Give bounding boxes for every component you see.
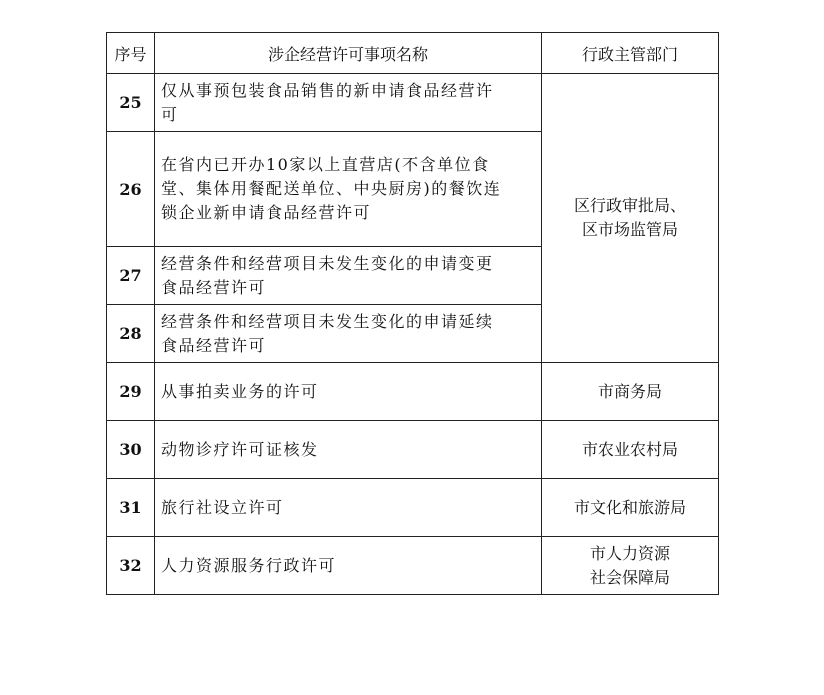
item-name-line: 仅从事预包装食品销售的新申请食品经营许	[161, 80, 494, 100]
header-department: 行政主管部门	[542, 33, 719, 74]
item-name-line: 在省内已开办10家以上直营店(不含单位食	[161, 155, 490, 174]
table-row	[107, 421, 719, 479]
item-name-line: 食品经营许可	[161, 335, 267, 355]
table-row	[107, 479, 719, 537]
item-name	[155, 132, 542, 247]
item-name-line: 经营条件和经营项目未发生变化的申请延续	[161, 311, 494, 331]
row-number: 32	[107, 537, 155, 595]
department-line: 市文化和旅游局	[573, 497, 686, 517]
item-name-line: 旅行社设立许可	[161, 497, 284, 517]
row-number: 31	[107, 479, 155, 537]
row-number: 27	[107, 247, 155, 305]
header-serial: 序号	[107, 33, 155, 74]
item-name	[155, 305, 542, 363]
row-number: 26	[107, 132, 155, 247]
item-name-line: 可	[161, 104, 179, 124]
item-name-line: 食品经营许可	[161, 277, 267, 297]
item-name	[155, 74, 542, 132]
item-name	[155, 247, 542, 305]
item-name-line: 堂、集体用餐配送单位、中央厨房)的餐饮连	[161, 179, 502, 198]
row-number: 29	[107, 363, 155, 421]
department-line: 社会保障局	[589, 567, 670, 587]
department	[542, 537, 719, 595]
department-line: 区市场监管局	[581, 220, 678, 239]
item-name	[155, 363, 542, 421]
department	[542, 421, 719, 479]
row-number: 25	[107, 74, 155, 132]
department-merged	[542, 74, 719, 363]
table-row	[107, 537, 719, 595]
department-line: 市商务局	[597, 381, 662, 401]
row-number: 30	[107, 421, 155, 479]
department	[542, 363, 719, 421]
item-name-line: 动物诊疗许可证核发	[161, 439, 319, 459]
department-line: 市农业农村局	[581, 439, 678, 459]
row-number: 28	[107, 305, 155, 363]
item-name-line: 锁企业新申请食品经营许可	[161, 203, 372, 222]
item-name	[155, 479, 542, 537]
item-name	[155, 421, 542, 479]
department	[542, 479, 719, 537]
item-name-line: 人力资源服务行政许可	[161, 555, 337, 575]
item-name-line: 从事拍卖业务的许可	[161, 381, 319, 401]
header-row	[107, 33, 719, 74]
item-name-line: 经营条件和经营项目未发生变化的申请变更	[161, 253, 494, 273]
department-line: 市人力资源	[589, 543, 670, 563]
header-item-name: 涉企经营许可事项名称	[155, 33, 542, 74]
permit-table	[106, 32, 719, 595]
table-row	[107, 74, 719, 132]
item-name	[155, 537, 542, 595]
table-row	[107, 363, 719, 421]
department-line: 区行政审批局、	[573, 196, 686, 215]
